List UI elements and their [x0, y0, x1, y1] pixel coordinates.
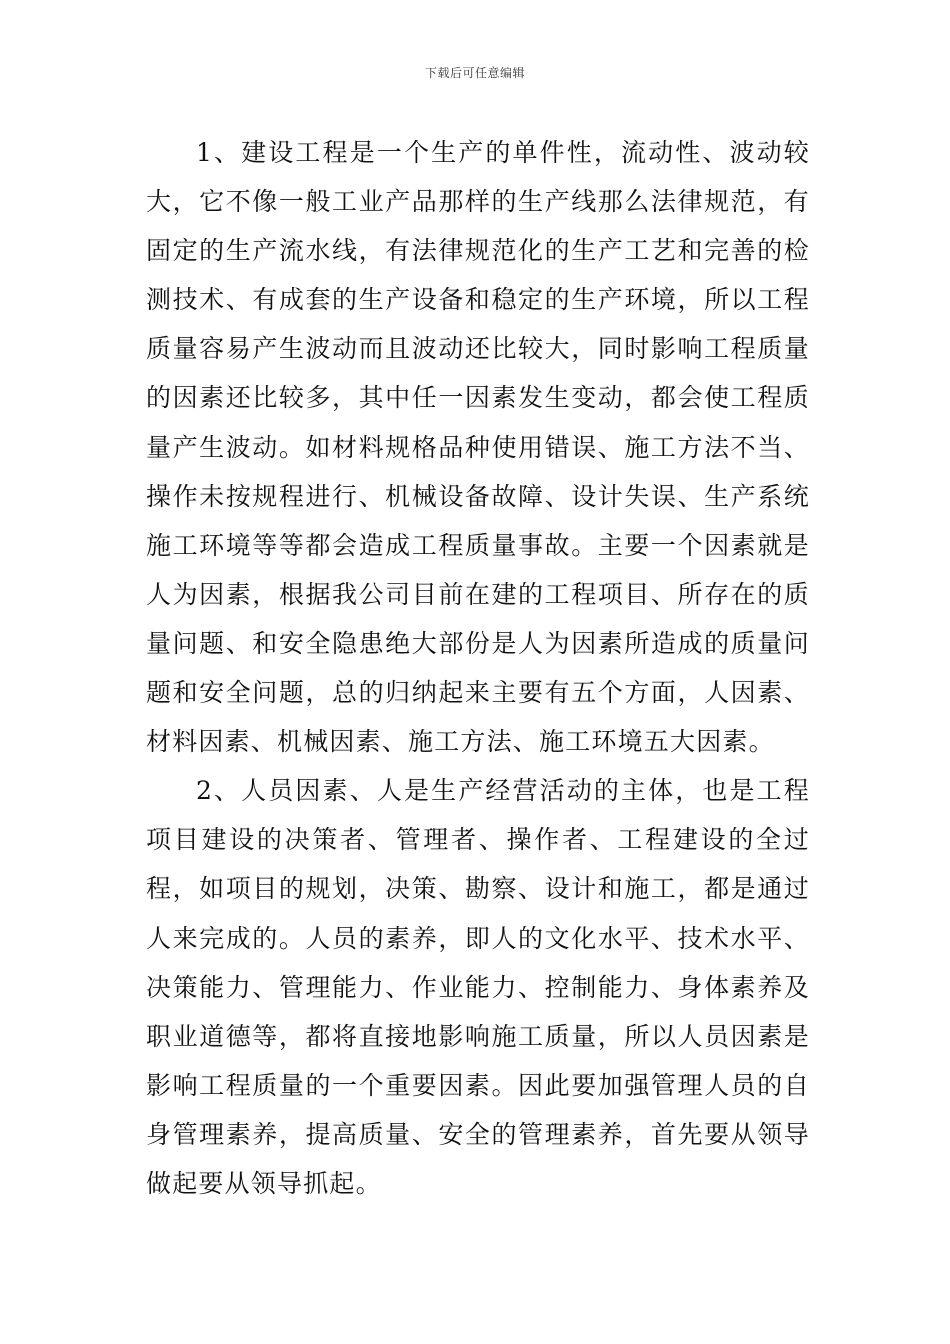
paragraph-2: 2、人员因素、人是生产经营活动的主体，也是工程项目建设的决策者、管理者、操作者、工程建设的全过程，如项目的规划，决策、勘察、设计和施工，都是通过人来完成的。人员的素养，即人的文化水平、技术水平、决策能力、管理能力、作业能力、控制能力、身体素养及职业道德等，都将直接地影响施工质量，所以人员因素是影响工程质量的一个重要因素。因此要加强管理人员的自身管理素养，提高质量、安全的管理素养，首先要从领导做起要从领导抓起。 [146, 776, 810, 1198]
paragraph-1: 1、建设工程是一个生产的单件性，流动性、波动较大，它不像一般工业产品那样的生产线那么法律规范，有固定的生产流水线，有法律规范化的生产工艺和完善的检测技术、有成套的生产设备和稳定的生产环境，所以工程质量容易产生波动而且波动还比较大，同时影响工程质量的因素还比较多，其中任一因素发生变动，都会使工程质量产生波动。如材料规格品种使用错误、施工方法不当、操作未按规程进行、机械设备故障、设计失误、生产系统施工环境等等都会造成工程质量事故。主要一个因素就是人为因素，根据我公司目前在建的工程项目、所存在的质量问题、和安全隐患绝大部份是人为因素所造成的质量问题和安全问题，总的归纳起来主要有五个方面，人因素、材料因素、机械因素、施工方法、施工环境五大因素。 [146, 138, 810, 757]
document-body [146, 128, 810, 1208]
page-header: 下载后可任意编辑 [424, 66, 525, 80]
